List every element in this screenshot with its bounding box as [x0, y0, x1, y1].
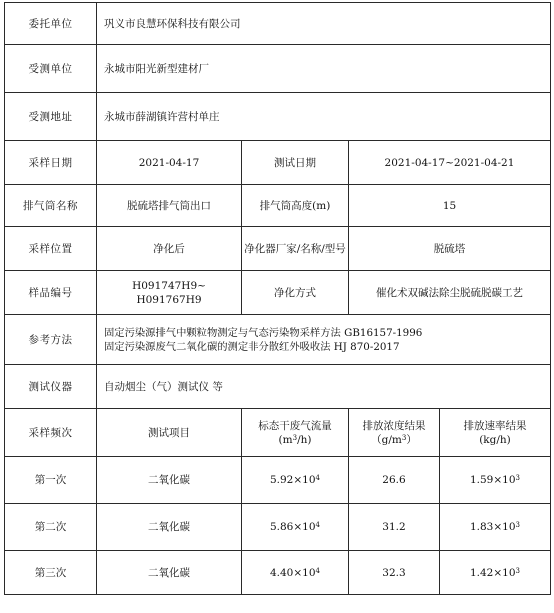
stack-height-label: 排气筒高度(m)	[242, 185, 349, 227]
header-frequency: 采样频次	[5, 409, 97, 457]
tested-address-value: 永城市薛湖镇许营村单庄	[97, 93, 551, 141]
row-concentration: 32.3	[349, 551, 440, 595]
row-frequency: 第二次	[5, 504, 97, 551]
row-flow: $4.40\times 10^4$	[242, 551, 349, 595]
row-tested-unit	[5, 45, 551, 93]
row-frequency: 第三次	[5, 551, 97, 595]
row-test-instrument	[5, 365, 551, 409]
row-item: 二氧化碳	[97, 457, 242, 504]
test-instrument-label: 测试仪器	[5, 365, 97, 409]
row-flow: $5.92\times 10^4$	[242, 457, 349, 504]
tested-unit-label: 受测单位	[5, 45, 97, 93]
sampling-position-label: 采样位置	[5, 227, 97, 271]
header-rate	[440, 409, 551, 457]
header-rate-title: 排放速率结果	[463, 419, 527, 432]
header-concentration-title: 排放浓度结果	[362, 419, 426, 432]
row-rate: $1.83\times 10^3$	[440, 504, 551, 551]
header-item: 测试项目	[97, 409, 242, 457]
row-rate: $1.59\times 10^3$	[440, 457, 551, 504]
purification-method-value: 催化术双碱法除尘脱硫脱碳工艺	[349, 271, 551, 315]
purifier-model-label: 净化器厂家/名称/型号	[242, 227, 349, 271]
table-row	[5, 551, 551, 595]
header-concentration-unit: $(g/m^3)$	[371, 433, 417, 446]
row-sampling-position	[5, 227, 551, 271]
row-client-unit	[5, 3, 551, 45]
stack-name-value: 脱硫塔排气筒出口	[97, 185, 242, 227]
sampling-date-value: 2021-04-17	[97, 141, 242, 185]
row-stack	[5, 185, 551, 227]
header-flow	[242, 409, 349, 457]
sample-number-label: 样品编号	[5, 271, 97, 315]
stack-name-label: 排气筒名称	[5, 185, 97, 227]
test-date-value: 2021-04-17~2021-04-21	[349, 141, 551, 185]
table-row	[5, 504, 551, 551]
row-flow: $5.86\times 10^4$	[242, 504, 349, 551]
row-concentration: 26.6	[349, 457, 440, 504]
test-report-table	[4, 2, 551, 595]
test-instrument-value: 自动烟尘（气）测试仪 等	[97, 365, 551, 409]
row-reference-methods	[5, 315, 551, 365]
header-rate-unit: (kg/h)	[479, 433, 511, 446]
test-date-label: 测试日期	[242, 141, 349, 185]
row-concentration: 31.2	[349, 504, 440, 551]
row-rate: $1.42\times 10^3$	[440, 551, 551, 595]
row-item: 二氧化碳	[97, 551, 242, 595]
reference-method-line-1: 固定污染源排气中颗粒物测定与气态污染物采样方法 GB16157-1996	[104, 326, 423, 339]
header-flow-unit: $(m^3/h)$	[278, 433, 312, 446]
row-frequency: 第一次	[5, 457, 97, 504]
stack-height-value: 15	[349, 185, 551, 227]
tested-address-label: 受测地址	[5, 93, 97, 141]
sample-number-value: H091747H9~ H091767H9	[97, 271, 242, 315]
sampling-position-value: 净化后	[97, 227, 242, 271]
row-dates	[5, 141, 551, 185]
row-item: 二氧化碳	[97, 504, 242, 551]
tested-unit-value: 永城市阳光新型建材厂	[97, 45, 551, 93]
row-tested-address	[5, 93, 551, 141]
client-unit-label: 委托单位	[5, 3, 97, 45]
header-concentration	[349, 409, 440, 457]
results-header-row	[5, 409, 551, 457]
client-unit-value: 巩义市良慧环保科技有限公司	[97, 3, 551, 45]
reference-method-line-2: 固定污染源废气二氧化碳的测定非分散红外吸收法 HJ 870-2017	[104, 340, 400, 353]
purifier-model-value: 脱硫塔	[349, 227, 551, 271]
purification-method-label: 净化方式	[242, 271, 349, 315]
reference-methods-value	[97, 315, 551, 365]
table-row	[5, 457, 551, 504]
header-flow-title: 标态干废气流量	[258, 419, 332, 432]
row-sample-number	[5, 271, 551, 315]
reference-methods-label: 参考方法	[5, 315, 97, 365]
sampling-date-label: 采样日期	[5, 141, 97, 185]
